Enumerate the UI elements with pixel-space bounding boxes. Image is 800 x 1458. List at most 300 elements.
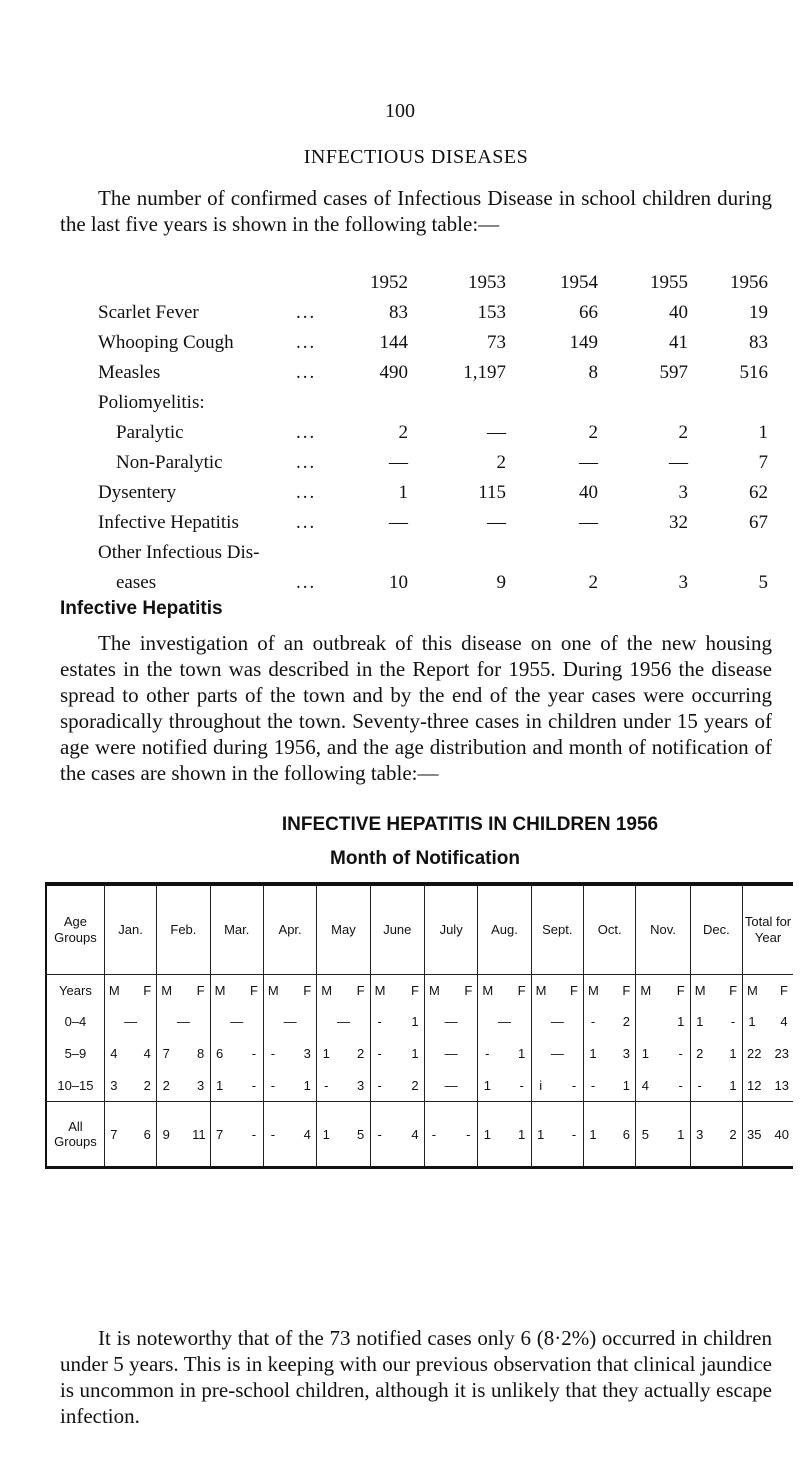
column-header: Apr.: [263, 884, 316, 975]
mf-pair: [691, 1127, 742, 1142]
count-cell: [636, 1005, 690, 1037]
mf-pair: [584, 1014, 635, 1029]
yearly-table-row: [98, 512, 778, 542]
mf-pair: [478, 1127, 530, 1142]
male-count: -: [270, 1077, 276, 1093]
mf-pair: [743, 1078, 793, 1093]
year-header: 1955: [650, 272, 688, 293]
male-header: M: [482, 982, 494, 998]
yearly-table-row: [98, 452, 778, 482]
case-count: 1: [398, 482, 408, 503]
column-header: June: [370, 884, 424, 975]
mf-pair: [157, 1078, 209, 1093]
female-count: 4: [303, 1126, 311, 1142]
case-count: —: [389, 452, 408, 473]
mf-pair: [636, 1127, 689, 1142]
male-count: -: [431, 1126, 437, 1142]
count-cell: [210, 1037, 263, 1069]
female-count: 11: [192, 1126, 206, 1142]
female-count: -: [571, 1126, 577, 1142]
count-cell: [584, 1037, 636, 1069]
male-count: -: [485, 1045, 490, 1061]
count-cell: [478, 1102, 531, 1168]
year-header: 1952: [370, 272, 408, 293]
count-cell: [424, 1069, 477, 1102]
male-count: 5: [641, 1126, 649, 1142]
column-header: Mar.: [210, 884, 263, 975]
count-cell: [531, 1005, 583, 1037]
female-count: 3: [356, 1077, 365, 1093]
count-cell: [690, 1005, 742, 1037]
mf-pair: [532, 1078, 583, 1093]
male-count: -: [697, 1077, 702, 1093]
leader-dots: ...: [296, 572, 317, 593]
count-cell: [584, 1069, 636, 1102]
female-header: F: [622, 982, 631, 998]
count-cell: [263, 1069, 316, 1102]
leader-dots: ...: [296, 362, 317, 383]
count-cell: [478, 1005, 531, 1037]
mf-pair: [478, 983, 530, 998]
column-header: Feb.: [157, 884, 210, 975]
female-count: -: [519, 1077, 524, 1093]
age-group-label: 10–15: [57, 1077, 94, 1093]
mf-pair: [371, 1078, 424, 1093]
female-header: F: [676, 982, 685, 998]
mf-pair: [478, 1078, 530, 1093]
female-count: 5: [356, 1126, 365, 1142]
mf-pair: [425, 983, 477, 998]
male-count: -: [590, 1013, 596, 1029]
mf-pair: [317, 1127, 369, 1142]
male-count: 3: [696, 1126, 704, 1142]
male-count: 1: [215, 1077, 224, 1093]
case-count: 40: [669, 302, 688, 323]
year-header: 1954: [560, 272, 598, 293]
mf-pair: [211, 1127, 263, 1142]
count-cell: [104, 1069, 156, 1102]
column-header: Dec.: [690, 884, 742, 975]
yearly-table-row: [98, 422, 778, 452]
case-count: —: [579, 452, 598, 473]
hepatitis-table-title: INFECTIVE HEPATITIS IN CHILDREN 1956: [281, 814, 659, 835]
mf-pair: [584, 1046, 635, 1061]
mf-pair: [691, 983, 742, 998]
male-count: 7: [215, 1126, 224, 1142]
female-header: F: [410, 982, 419, 998]
count-cell: [210, 1102, 263, 1168]
leader-dots: ...: [296, 482, 317, 503]
case-count: 9: [496, 572, 506, 593]
mf-pair: [211, 983, 263, 998]
case-count: 3: [678, 482, 688, 503]
male-count: 1: [589, 1126, 597, 1142]
female-count: 2: [411, 1077, 419, 1093]
yearly-table-row: [98, 332, 778, 362]
female-header: F: [464, 982, 473, 998]
sex-header-cell: [104, 975, 156, 1006]
male-count: 1: [589, 1045, 597, 1061]
column-header: July: [424, 884, 477, 975]
female-count: 8: [196, 1045, 205, 1061]
female-count: 1: [518, 1045, 526, 1061]
case-count: 83: [749, 332, 768, 353]
count-cell: [210, 1069, 263, 1102]
count-cell: [370, 1069, 424, 1102]
female-header: F: [570, 982, 578, 998]
disease-label: Measles: [98, 362, 161, 383]
male-count: 1: [537, 1126, 545, 1142]
sex-header-cell: [317, 975, 370, 1006]
count-cell: [743, 1005, 793, 1037]
mf-pair: [317, 1078, 369, 1093]
column-header: Sept.: [531, 884, 583, 975]
yearly-table-header: [98, 272, 778, 302]
column-header: Total for Year: [743, 884, 793, 975]
mf-pair: [264, 1078, 316, 1093]
mf-pair: [371, 1127, 424, 1142]
female-count: -: [678, 1045, 683, 1061]
mf-pair: [157, 1127, 209, 1142]
count-cell: [531, 1102, 583, 1168]
column-header: May: [317, 884, 370, 975]
case-count: —: [389, 512, 408, 533]
mf-pair: [105, 1127, 156, 1142]
female-count: 2: [729, 1126, 737, 1142]
cell-dash: —: [176, 1013, 190, 1029]
leader-dots: ...: [296, 452, 317, 473]
count-cell: [317, 1102, 370, 1168]
disease-label: Non-Paralytic: [116, 452, 223, 473]
disease-label: Infective Hepatitis: [98, 512, 239, 533]
male-count: 4: [110, 1045, 118, 1061]
case-count: 153: [477, 302, 506, 323]
female-count: -: [251, 1045, 257, 1061]
mf-pair: [317, 983, 369, 998]
column-header: Aug.: [478, 884, 531, 975]
mf-pair: [105, 983, 156, 998]
age-group-row: [46, 1102, 793, 1168]
female-header: F: [729, 982, 738, 998]
female-count: 1: [411, 1045, 419, 1061]
count-cell: [743, 1069, 793, 1102]
case-count: 83: [389, 302, 408, 323]
male-header: M: [535, 982, 547, 998]
case-count: 2: [588, 422, 598, 443]
male-count: 1: [322, 1126, 330, 1142]
male-count: [640, 1014, 650, 1029]
cell-dash: —: [283, 1013, 297, 1029]
sex-header-cell: [636, 975, 690, 1006]
female-count: 3: [303, 1045, 311, 1061]
mf-pair: [317, 1046, 369, 1061]
male-header: M: [214, 982, 226, 998]
male-count: -: [377, 1126, 382, 1142]
case-count: —: [579, 512, 598, 533]
page-number: 100: [385, 100, 415, 122]
age-group-row: [46, 1005, 793, 1037]
case-count: 2: [398, 422, 408, 443]
count-cell: [370, 1005, 424, 1037]
male-count: -: [377, 1013, 382, 1029]
column-header: Nov.: [636, 884, 690, 975]
case-count: 62: [749, 482, 768, 503]
male-header: M: [321, 982, 333, 998]
female-count: -: [678, 1077, 683, 1093]
case-count: —: [487, 512, 506, 533]
male-count: 6: [215, 1045, 224, 1061]
female-count: 1: [677, 1126, 685, 1142]
mf-pair: [743, 1014, 793, 1029]
case-count: 1: [758, 422, 768, 443]
case-count: 7: [758, 452, 768, 473]
hepatitis-paragraph: The investigation of an outbreak of this disease on one of the new housing estates in the town was described in the Report for 1955. During 1956 the disease spread to other parts of the town and by the end of the year cases were occurring sporadically throughout the town. Seventy-three cases in children under 15 years of age were notified during 1956, and the age distribution and month of notification of the cases are shown in the following table:—: [60, 631, 772, 785]
count-cell: [104, 1102, 156, 1168]
column-header: Age Groups: [46, 884, 104, 975]
count-cell: [424, 1102, 477, 1168]
female-count: 1: [677, 1013, 685, 1029]
count-cell: [531, 1069, 583, 1102]
mf-pair: [584, 1078, 635, 1093]
male-count: -: [270, 1126, 276, 1142]
sex-header-cell: [743, 975, 793, 1006]
male-header: M: [161, 982, 173, 998]
leader-dots: ...: [296, 332, 317, 353]
female-header: F: [517, 982, 526, 998]
mf-pair: [211, 1046, 263, 1061]
female-header: F: [303, 982, 312, 998]
male-count: -: [590, 1077, 596, 1093]
male-header: M: [108, 982, 120, 998]
mf-pair: [211, 1078, 263, 1093]
yearly-table-row: [98, 482, 778, 512]
male-header: M: [267, 982, 279, 998]
female-count: 1: [729, 1077, 737, 1093]
sex-header-cell: [690, 975, 742, 1006]
case-count: —: [487, 422, 506, 443]
count-cell: [584, 1005, 636, 1037]
male-count: 2: [162, 1077, 170, 1093]
age-group-row: [46, 1037, 793, 1069]
male-count: -: [270, 1045, 276, 1061]
count-cell: [317, 1069, 370, 1102]
male-count: 2: [696, 1045, 704, 1061]
mf-pair: [532, 983, 583, 998]
count-cell: [104, 1005, 156, 1037]
age-group-row: [46, 1069, 793, 1102]
case-count: 2: [496, 452, 506, 473]
yearly-table-row: [98, 302, 778, 332]
count-cell: [636, 1102, 690, 1168]
female-header: F: [196, 982, 205, 998]
case-count: 66: [579, 302, 598, 323]
case-count: 2: [678, 422, 688, 443]
female-count: 1: [518, 1126, 526, 1142]
column-header: Oct.: [584, 884, 636, 975]
mf-pair: [264, 1046, 316, 1061]
table-header-row: [46, 884, 793, 975]
male-count: 3: [110, 1077, 118, 1093]
cell-dash: —: [336, 1013, 350, 1029]
sex-header-cell: [531, 975, 583, 1006]
count-cell: [104, 1037, 156, 1069]
leader-dots: ...: [296, 422, 317, 443]
case-count: 5: [758, 572, 768, 593]
female-count: 2: [622, 1013, 630, 1029]
count-cell: [743, 1102, 793, 1168]
male-count: -: [377, 1045, 382, 1061]
case-count: 3: [678, 572, 688, 593]
count-cell: [210, 1005, 263, 1037]
age-group-label: 5–9: [64, 1045, 87, 1061]
female-count: 13: [774, 1077, 789, 1093]
mf-pair: [636, 1046, 689, 1061]
closing-paragraph: It is noteworthy that of the 73 notified cases only 6 (8·2%) occurred in children under 5 years. This is in keeping with our previous observation that clinical jaundice is uncommon in pre-school children, although it is unlikely that they actually escape infection.: [60, 1326, 772, 1428]
female-count: -: [571, 1077, 577, 1093]
female-header: F: [780, 982, 788, 998]
male-count: 1: [696, 1013, 704, 1029]
hepatitis-table-subtitle: Month of Notification: [330, 848, 520, 869]
case-count: 32: [669, 512, 688, 533]
male-header: M: [640, 982, 652, 998]
mf-pair: [691, 1078, 742, 1093]
yearly-table-row: [98, 542, 778, 572]
disease-label: Dysentery: [98, 482, 177, 503]
case-count: 41: [669, 332, 688, 353]
count-cell: [317, 1005, 370, 1037]
leader-dots: ...: [296, 302, 317, 323]
female-count: 2: [143, 1077, 151, 1093]
count-cell: [157, 1005, 210, 1037]
count-cell: [584, 1102, 636, 1168]
count-cell: [531, 1037, 583, 1069]
hepatitis-table: [45, 882, 793, 1169]
male-count: 1: [641, 1045, 649, 1061]
case-count: 40: [579, 482, 598, 503]
male-count: 22: [747, 1045, 762, 1061]
female-count: 1: [411, 1013, 419, 1029]
case-count: —: [669, 452, 688, 473]
count-cell: [636, 1037, 690, 1069]
female-count: 3: [196, 1077, 205, 1093]
yearly-table-row: [98, 392, 778, 422]
case-count: 144: [379, 332, 408, 353]
count-cell: [424, 1037, 477, 1069]
count-cell: [317, 1037, 370, 1069]
case-count: 67: [749, 512, 768, 533]
mf-pair: [371, 983, 424, 998]
mf-pair: [691, 1046, 742, 1061]
female-header: F: [356, 982, 365, 998]
cell-dash: —: [124, 1013, 138, 1029]
cell-dash: —: [444, 1045, 458, 1061]
disease-label: Paralytic: [116, 422, 184, 443]
female-count: 2: [356, 1045, 365, 1061]
sex-header-cell: [157, 975, 210, 1006]
female-count: 1: [729, 1045, 737, 1061]
case-count: 516: [739, 362, 768, 383]
count-cell: [690, 1102, 742, 1168]
mf-pair: [636, 983, 689, 998]
mf-pair: [636, 1078, 689, 1093]
case-count: 2: [588, 572, 598, 593]
mf-pair: [478, 1046, 530, 1061]
count-cell: [743, 1037, 793, 1069]
cell-dash: —: [497, 1013, 511, 1029]
mf-pair: [264, 983, 316, 998]
cell-dash: —: [550, 1013, 564, 1029]
mf-pair: [636, 1014, 689, 1029]
male-count: 1: [483, 1077, 491, 1093]
count-cell: [157, 1037, 210, 1069]
mf-pair: [584, 1127, 635, 1142]
mf-pair: [157, 1046, 209, 1061]
sex-header-cell: [210, 975, 263, 1006]
count-cell: [690, 1069, 742, 1102]
male-count: -: [377, 1077, 382, 1093]
cell-dash: —: [230, 1013, 244, 1029]
female-count: 6: [143, 1126, 151, 1142]
sex-header-cell: [263, 975, 316, 1006]
count-cell: [263, 1037, 316, 1069]
female-count: 4: [411, 1126, 419, 1142]
yearly-cases-table: [98, 272, 778, 602]
female-count: 1: [303, 1077, 311, 1093]
count-cell: [478, 1069, 531, 1102]
female-header: F: [143, 982, 152, 998]
female-count: 4: [780, 1013, 788, 1029]
disease-label: Poliomyelitis:: [98, 392, 205, 413]
mf-pair: [691, 1014, 742, 1029]
count-cell: [263, 1102, 316, 1168]
mf-pair: [264, 1127, 316, 1142]
disease-label: Scarlet Fever: [98, 302, 199, 323]
cell-dash: —: [550, 1045, 564, 1061]
mf-pair: [743, 1127, 793, 1142]
yearly-table-row: [98, 362, 778, 392]
male-count: 9: [162, 1126, 170, 1142]
case-count: 10: [389, 572, 408, 593]
hepatitis-heading: Infective Hepatitis: [60, 598, 223, 619]
disease-label: eases: [116, 572, 157, 593]
disease-label: Other Infectious Dis-: [98, 542, 260, 563]
intro-paragraph: The number of confirmed cases of Infectious Disease in school children during the last five years is shown in the following table:—: [60, 186, 772, 236]
female-count: 3: [622, 1045, 630, 1061]
count-cell: [478, 1037, 531, 1069]
mf-pair: [584, 983, 635, 998]
cell-dash: —: [444, 1013, 458, 1029]
year-header: 1956: [730, 272, 768, 293]
count-cell: [424, 1005, 477, 1037]
male-count: -: [324, 1077, 329, 1093]
male-count: 1: [748, 1013, 756, 1029]
female-header: F: [249, 982, 258, 998]
female-count: 40: [774, 1126, 789, 1142]
male-count: 7: [162, 1045, 170, 1061]
row-label: Years: [59, 982, 92, 998]
male-count: 4: [641, 1077, 649, 1093]
male-count: 1: [483, 1126, 491, 1142]
column-header: Jan.: [104, 884, 156, 975]
male-count: i: [539, 1077, 543, 1093]
case-count: 149: [569, 332, 598, 353]
cell-dash: —: [444, 1077, 458, 1093]
case-count: 73: [487, 332, 506, 353]
mf-pair: [532, 1127, 583, 1142]
sex-header-row: [46, 975, 793, 1006]
mf-pair: [743, 983, 793, 998]
mf-pair: [371, 1014, 424, 1029]
